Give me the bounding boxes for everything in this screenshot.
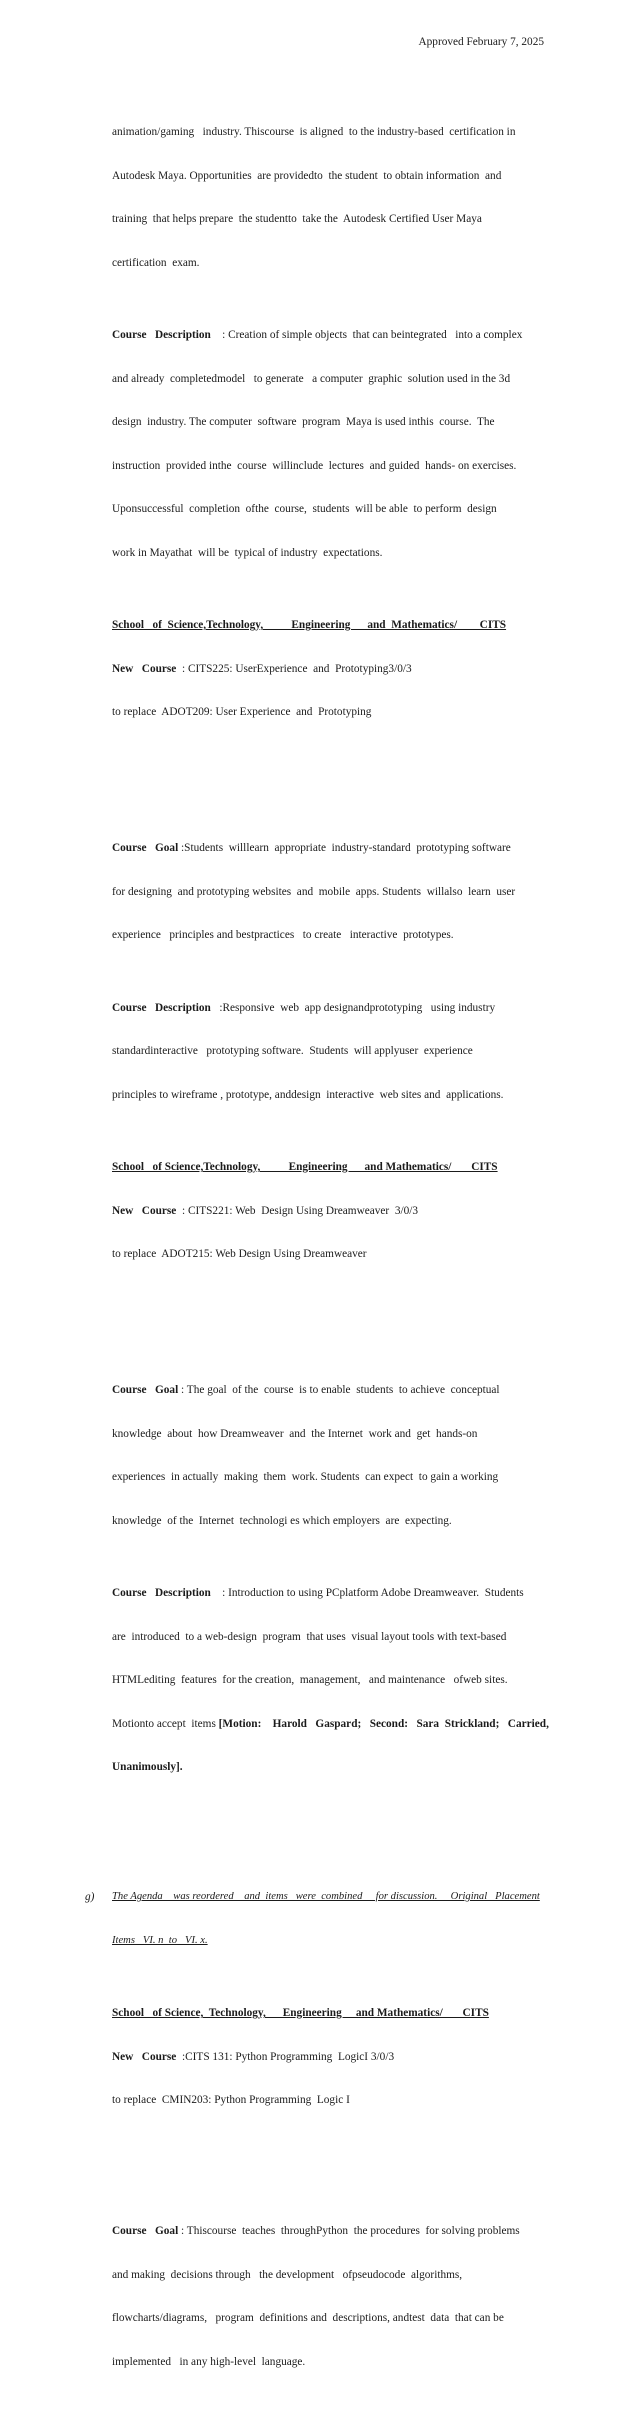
paragraph-spacer xyxy=(112,2151,574,2166)
new-course-line xyxy=(112,1204,574,1219)
school-heading: School of Science,Technology, Engineering and Mathematics/ CITS xyxy=(112,619,507,631)
agenda-note-line: Items VI. n to VI. x. xyxy=(112,1934,208,1946)
paragraph-line: and making decisions through the development ofpseudocode algorithms, xyxy=(112,2268,463,2281)
new-course-text: : CITS225: UserExperience and Prototyping3/0/3 xyxy=(176,662,412,675)
paragraph-line: experience principles and bestpractices to create interactive prototypes. xyxy=(112,929,454,941)
course-goal-label: Course Goal xyxy=(112,2225,179,2237)
replace-course-line: to replace ADOT215: Web Design Using Dreamweaver xyxy=(112,1248,367,1260)
replace-course-line: to replace ADOT209: User Experience and Prototyping xyxy=(112,706,372,718)
paragraph-line: flowcharts/diagrams, program definitions and descriptions, andtest data that can be xyxy=(112,2312,504,2324)
new-course-text: :CITS 131: Python Programming LogicI 3/0/3 xyxy=(176,2050,395,2063)
paragraph-line: experiences in actually making them work. Students can expect to gain a working xyxy=(112,1471,499,1483)
new-course-label: New Course xyxy=(112,662,177,675)
document-body xyxy=(85,67,574,2413)
course-goal-text: :Students willlearn appropriate industry-standard prototyping software xyxy=(178,842,511,854)
replace-course-line: to replace CMIN203: Python Programming Logic I xyxy=(112,2094,350,2106)
course-goal-heading-line xyxy=(112,2224,574,2239)
agenda-note-line xyxy=(85,1890,574,1905)
paragraph-line: standardinteractive prototyping software. Students will applyuser experience xyxy=(112,1045,473,1057)
course-description-heading-line xyxy=(112,328,574,343)
course-description-label: Course Description xyxy=(112,1587,211,1599)
paragraph-spacer xyxy=(112,763,574,783)
motion-prefix: Motionto accept items xyxy=(112,1717,219,1730)
paragraph-line: certification exam. xyxy=(112,256,200,269)
course-goal-label: Course Goal xyxy=(112,1384,179,1396)
paragraph-line: knowledge of the Internet technologi es which employers are expecting. xyxy=(112,1514,452,1527)
school-heading: School of Science,Technology, Engineering and Mathematics/ CITS xyxy=(112,1161,498,1173)
course-description-label: Course Description xyxy=(112,1001,211,1014)
course-description-label: Course Description xyxy=(112,329,211,341)
paragraph-line: knowledge about how Dreamweaver and the Internet work and get hands-on xyxy=(112,1427,478,1440)
new-course-line xyxy=(112,2050,574,2065)
course-goal-heading-line xyxy=(112,841,574,856)
paragraph-line: instruction provided inthe course willinclude lectures and guided hands- on exercises. xyxy=(112,459,517,472)
list-item-marker: g) xyxy=(85,1891,95,1903)
new-course-text: : CITS221: Web Design Using Dreamweaver 3/0/3 xyxy=(176,1204,419,1217)
paragraph-spacer xyxy=(112,1818,574,1832)
paragraph-line: and already completedmodel to generate a computer graphic solution used in the 3d xyxy=(112,372,511,385)
paragraph-line: principles to wireframe , prototype, anddesign interactive web sites and applications. xyxy=(112,1088,504,1101)
new-course-line xyxy=(112,662,574,677)
course-description-heading-line xyxy=(112,1586,574,1601)
course-goal-heading-line xyxy=(112,1383,574,1398)
paragraph-line: work in Mayathat will be typical of industry expectations. xyxy=(112,546,383,559)
course-description-text: :Responsive web app designandprototyping using industry xyxy=(210,1001,496,1014)
paragraph-line: design industry. The computer software program Maya is used inthis course. The xyxy=(112,416,495,428)
school-heading: School of Science, Technology, Engineering and Mathematics/ CITS xyxy=(112,2007,489,2019)
course-description-text: : Introduction to using PCplatform Adobe Dreamweaver. Students xyxy=(210,1587,524,1599)
paragraph-line: Autodesk Maya. Opportunities are providedto the student to obtain information and xyxy=(112,169,502,182)
motion-line: Unanimously]. xyxy=(112,1761,183,1773)
motion-record: [Motion: Harold Gaspard; Second: Sara Strickland; Carried, xyxy=(218,1717,549,1730)
paragraph-line: animation/gaming industry. Thiscourse is aligned to the industry-based certification in xyxy=(112,126,516,138)
paragraph-line: training that helps prepare the studentto take the Autodesk Certified User Maya xyxy=(112,213,482,225)
agenda-note-text: The Agenda was reordered and items were combined for discussion. Original Placement xyxy=(112,1891,540,1902)
course-description-heading-line xyxy=(112,1001,574,1016)
course-description-text: : Creation of simple objects that can beintegrated into a complex xyxy=(210,329,523,341)
new-course-label: New Course xyxy=(112,1204,177,1217)
paragraph-line: implemented in any high-level language. xyxy=(112,2355,306,2368)
course-goal-text: : The goal of the course is to enable students to achieve conceptual xyxy=(178,1384,500,1396)
course-goal-label: Course Goal xyxy=(112,842,179,854)
new-course-label: New Course xyxy=(112,2050,177,2063)
paragraph-spacer xyxy=(112,1305,574,1325)
course-goal-text: : Thiscourse teaches throughPython the procedures for solving problems xyxy=(178,2225,520,2237)
motion-line xyxy=(112,1717,574,1732)
paragraph-line: for designing and prototyping websites and mobile apps. Students willalso learn user xyxy=(112,885,516,898)
paragraph-line: are introduced to a web-design program that uses visual layout tools with text-based xyxy=(112,1630,507,1643)
paragraph-line: HTMLediting features for the creation, management, and maintenance ofweb sites. xyxy=(112,1674,508,1686)
paragraph-line: Uponsuccessful completion ofthe course, students will be able to perform design xyxy=(112,503,497,515)
approval-date: Approved February 7, 2025 xyxy=(418,36,544,48)
